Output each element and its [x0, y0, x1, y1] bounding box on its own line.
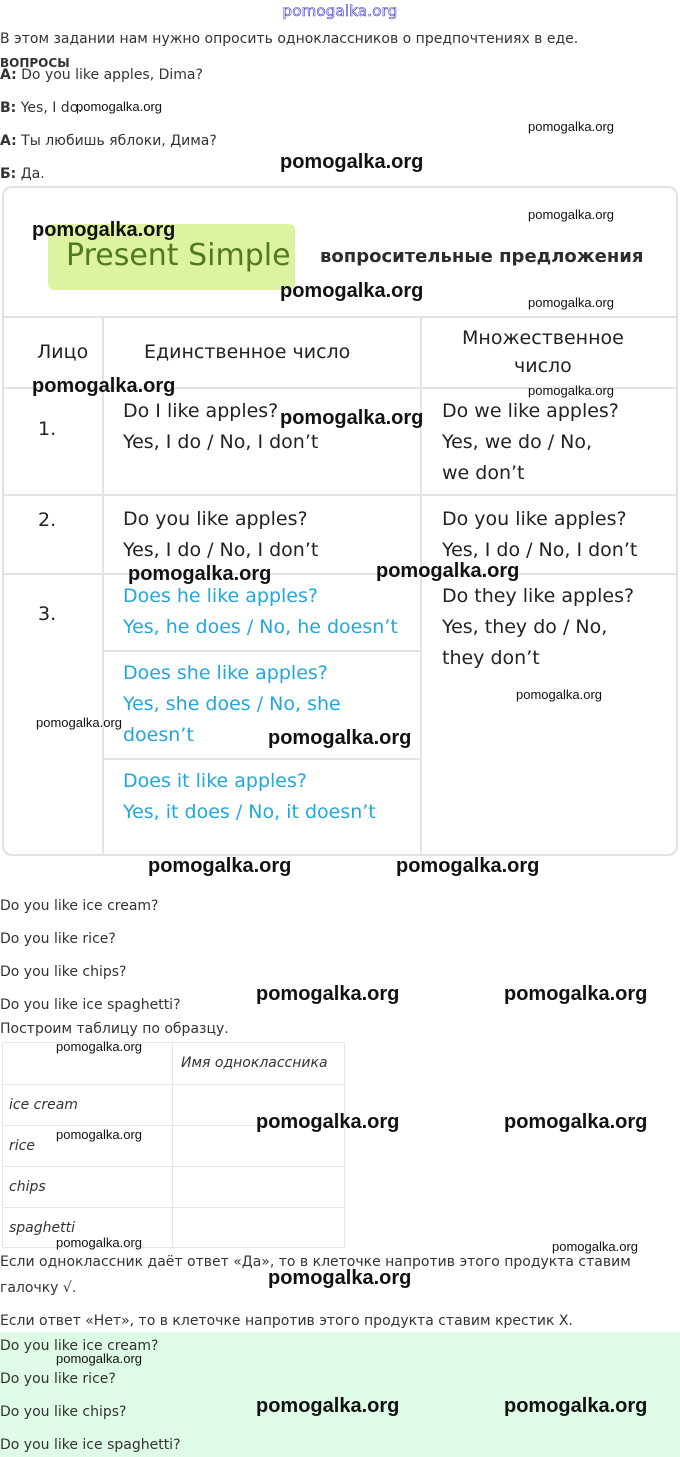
watermark: pomogalka.org	[56, 1039, 142, 1054]
dialogue-line: A: Ты любишь яблоки, Дима?	[0, 133, 217, 149]
table-divider	[2, 1166, 345, 1167]
watermark: pomogalka.org	[280, 151, 424, 173]
watermark: pomogalka.org	[528, 295, 614, 310]
rule-yes: Если одноклассник даёт ответ «Да», то в клеточке напротив этого продукта ставим	[0, 1254, 631, 1270]
row-number: 3.	[38, 603, 57, 625]
row-number: 1.	[38, 418, 57, 440]
watermark: pomogalka.org	[504, 983, 648, 1005]
header-person: Лицо	[37, 341, 89, 363]
table-divider	[172, 1042, 173, 1248]
watermark: pomogalka.org	[56, 1127, 142, 1142]
watermark: pomogalka.org	[56, 1351, 142, 1366]
example-singular-you: Do you like apples? Yes, I do / No, I don’t	[123, 508, 319, 561]
example-singular-he: Does he like apples? Yes, he does / No, he doesn’t	[123, 585, 398, 638]
table-row-label: chips	[9, 1179, 46, 1195]
grid-line	[104, 650, 422, 652]
dialogue-line: A: Do you like apples, Dima?	[0, 67, 203, 83]
watermark: pomogalka.org	[256, 1395, 400, 1417]
watermark: pomogalka.org	[516, 687, 602, 702]
rule-yes: галочку √.	[0, 1280, 77, 1296]
answer-item: Do you like ice spaghetti?	[0, 1437, 181, 1453]
watermark: pomogalka.org	[56, 1235, 142, 1250]
table-row-label: ice cream	[9, 1097, 78, 1113]
header-plural: Множественное	[462, 327, 624, 349]
watermark: pomogalka.org	[552, 1239, 638, 1254]
example-singular-i: Do I like apples? Yes, I do / No, I don’t	[123, 400, 319, 453]
watermark: pomogalka.org	[268, 727, 412, 749]
example-plural-you: Do you like apples? Yes, I do / No, I don’t	[442, 508, 638, 561]
table-row-label: spaghetti	[9, 1220, 76, 1236]
dialogue-line: B: Yes, I do.	[0, 100, 83, 116]
watermark: pomogalka.org	[396, 855, 540, 877]
example-singular-it: Does it like apples? Yes, it does / No, it doesn’t	[123, 770, 376, 823]
header-singular: Единственное число	[144, 341, 351, 363]
watermark: pomogalka.org	[504, 1395, 648, 1417]
answer-item: Do you like chips?	[0, 1404, 127, 1420]
question-item: Do you like ice cream?	[0, 898, 159, 914]
watermark: pomogalka.org	[256, 983, 400, 1005]
watermark: pomogalka.org	[280, 280, 424, 302]
table-header: Имя одноклассника	[181, 1055, 328, 1071]
example-singular-she: Does she like apples? Yes, she does / No, she doesn’t	[123, 662, 341, 746]
watermark: pomogalka.org	[376, 560, 520, 582]
grid-line	[4, 316, 676, 318]
table-divider	[2, 1084, 345, 1085]
row-number: 2.	[38, 509, 57, 531]
watermark: pomogalka.org	[148, 855, 292, 877]
header-plural: число	[514, 355, 572, 377]
cut-heading: ВОПРОСЫ	[0, 56, 70, 70]
question-item: Do you like ice spaghetti?	[0, 997, 181, 1013]
watermark: pomogalka.org	[528, 119, 614, 134]
food-table	[2, 1042, 345, 1248]
card-subtitle: вопросительные предложения	[320, 246, 644, 267]
table-intro: Построим таблицу по образцу.	[0, 1021, 229, 1037]
grid-line	[104, 758, 422, 760]
watermark: pomogalka.org	[32, 375, 176, 397]
watermark: pomogalka.org	[36, 715, 122, 730]
rule-no: Если ответ «Нет», то в клеточке напротив этого продукта ставим крестик X.	[0, 1313, 573, 1329]
answer-item: Do you like ice cream?	[0, 1338, 159, 1354]
watermark: pomogalka.org	[528, 383, 614, 398]
dialogue-line: Б: Да.	[0, 166, 45, 182]
watermark: pomogalka.org	[528, 207, 614, 222]
example-plural-they: Do they like apples? Yes, they do / No, they don’t	[442, 585, 635, 669]
example-plural-we: Do we like apples? Yes, we do / No, we don’t	[442, 400, 619, 484]
table-row-label: rice	[9, 1138, 35, 1154]
tense-badge-label: Present Simple	[66, 238, 291, 273]
grid-line	[420, 316, 422, 854]
question-item: Do you like rice?	[0, 931, 116, 947]
watermark: pomogalka.org	[504, 1111, 648, 1133]
site-title[interactable]: pomogalka.org	[282, 2, 398, 20]
task-text: В этом задании нам нужно опросить одноклассников о предпочтениях в еде.	[0, 31, 579, 47]
watermark: pomogalka.org	[32, 219, 176, 241]
watermark: pomogalka.org	[280, 407, 424, 429]
question-item: Do you like chips?	[0, 964, 127, 980]
watermark: pomogalka.org	[268, 1267, 412, 1289]
watermark: pomogalka.org	[128, 563, 272, 585]
watermark: pomogalka.org	[256, 1111, 400, 1133]
watermark: pomogalka.org	[76, 99, 162, 114]
grid-line	[4, 573, 676, 575]
grid-line	[4, 494, 676, 496]
table-divider	[2, 1207, 345, 1208]
answer-item: Do you like rice?	[0, 1371, 116, 1387]
